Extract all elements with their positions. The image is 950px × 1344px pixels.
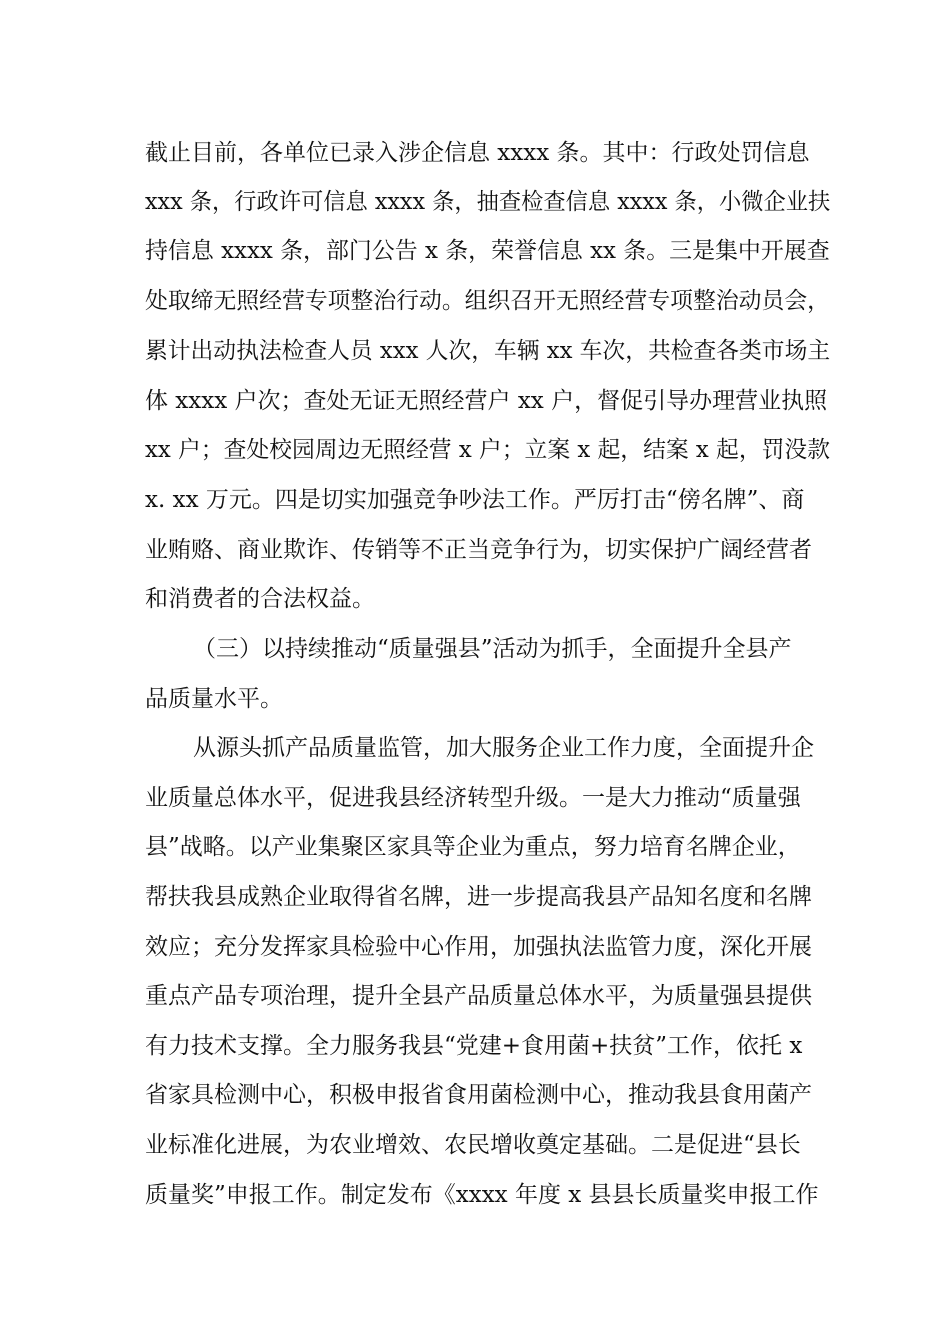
body-text-line: xxx 条，行政许可信息 xxxx 条，抽查检查信息 xxxx 条，小微企业扶: [145, 189, 831, 215]
body-text-line: 业贿赂、商业欺诈、传销等不正当竞争行为，切实保护广阔经营者: [145, 537, 812, 563]
section-heading-line: 品质量水平。: [145, 686, 283, 712]
body-text-line: 和消费者的合法权益。: [145, 586, 375, 612]
body-text-line: 省家具检测中心，积极申报省食用菌检测中心，推动我县食用菌产: [145, 1082, 812, 1108]
body-text-line: 体 xxxx 户次；查处无证无照经营户 xx 户，督促引导办理营业执照: [145, 388, 828, 414]
body-text-line: 从源头抓产品质量监管，加大服务企业工作力度，全面提升企: [193, 735, 814, 761]
body-text-line: 效应；充分发挥家具检验中心作用，加强执法监管力度，深化开展: [145, 934, 812, 960]
body-text-line: 持信息 xxxx 条，部门公告 x 条，荣誉信息 xx 条。三是集中开展查: [145, 238, 830, 264]
section-heading-line: （三）以持续推动“质量强县”活动为抓手，全面提升全县产: [193, 636, 792, 662]
body-text-line: 截止目前，各单位已录入涉企信息 xxxx 条。其中：行政处罚信息: [145, 140, 810, 166]
body-text-line: 累计出动执法检查人员 xxx 人次，车辆 xx 车次，共检查各类市场主: [145, 338, 831, 364]
body-text-line: 业质量总体水平，促进我县经济转型升级。一是大力推动“质量强: [145, 785, 801, 811]
body-text-line: 县”战略。以产业集聚区家具等企业为重点，努力培育名牌企业，: [145, 834, 801, 860]
body-text-line: 处取缔无照经营专项整治行动。组织召开无照经营专项整治动员会，: [145, 288, 830, 314]
body-text-line: 有力技术支撑。全力服务我县“党建+食用菌+扶贫”工作，依托 x: [145, 1033, 803, 1059]
body-text-line: 质量奖”申报工作。制定发布《xxxx 年度 x 县县长质量奖申报工作: [145, 1182, 819, 1208]
body-text-line: 业标准化进展，为农业增效、农民增收奠定基础。二是促进“县长: [145, 1132, 801, 1158]
body-text-line: 帮扶我县成熟企业取得省名牌，进一步提高我县产品知名度和名牌: [145, 884, 812, 910]
body-text-line: x. xx 万元。四是切实加强竞争吵法工作。严厉打击“傍名牌”、商: [145, 487, 805, 513]
body-text-line: 重点产品专项治理，提升全县产品质量总体水平，为质量强县提供: [145, 983, 812, 1009]
body-text-line: xx 户；查处校园周边无照经营 x 户；立案 x 起，结案 x 起，罚没款: [145, 437, 831, 463]
